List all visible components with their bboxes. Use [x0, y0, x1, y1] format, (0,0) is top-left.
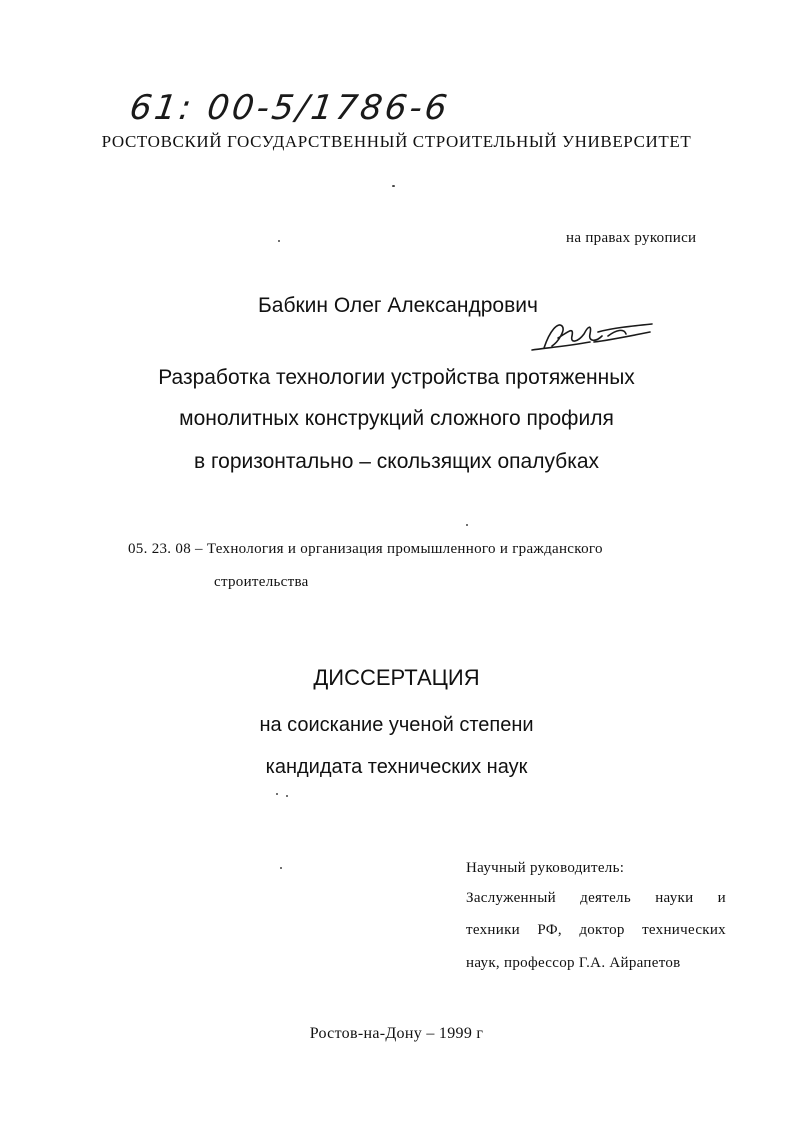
author-name: Бабкин Олег Александрович: [258, 294, 538, 317]
degree-line-1: на соискание ученой степени: [259, 714, 534, 736]
scan-speck: [392, 185, 395, 187]
supervisor-heading: Научный руководитель:: [466, 860, 625, 876]
author-signature: [528, 312, 658, 356]
scan-speck: [466, 524, 468, 526]
archive-number: 61: 00-5/1786-6: [127, 88, 453, 128]
scan-speck: [278, 240, 280, 242]
thesis-title-line-2: монолитных конструкций сложного профиля: [179, 407, 614, 430]
degree-line-2: кандидата технических наук: [265, 756, 528, 778]
place-and-year: Ростов-на-Дону – 1999 г: [309, 1025, 484, 1042]
supervisor-line-3: наук, профессор Г.А. Айрапетов: [466, 955, 681, 971]
scan-speck: [280, 867, 282, 869]
thesis-title-line-3: в горизонтально – скользящих опалубках: [193, 450, 600, 473]
specialty-line-2: строительства: [214, 574, 309, 590]
manuscript-note: на правах рукописи: [566, 230, 697, 246]
scan-speck: [276, 793, 278, 795]
thesis-title-line-1: Разработка технологии устройства протяженных: [158, 366, 635, 389]
specialty-line-1: 05. 23. 08 – Технология и организация промышленного и гражданского: [128, 541, 603, 557]
supervisor-line-2: техники РФ, доктор технических: [466, 922, 726, 938]
dissertation-heading: ДИССЕРТАЦИЯ: [313, 665, 480, 690]
supervisor-line-1: Заслуженный деятель науки и: [466, 890, 726, 906]
scan-speck: [286, 795, 288, 797]
university-name: РОСТОВСКИЙ ГОСУДАРСТВЕННЫЙ СТРОИТЕЛЬНЫЙ УНИВЕРСИТЕТ: [101, 132, 692, 151]
